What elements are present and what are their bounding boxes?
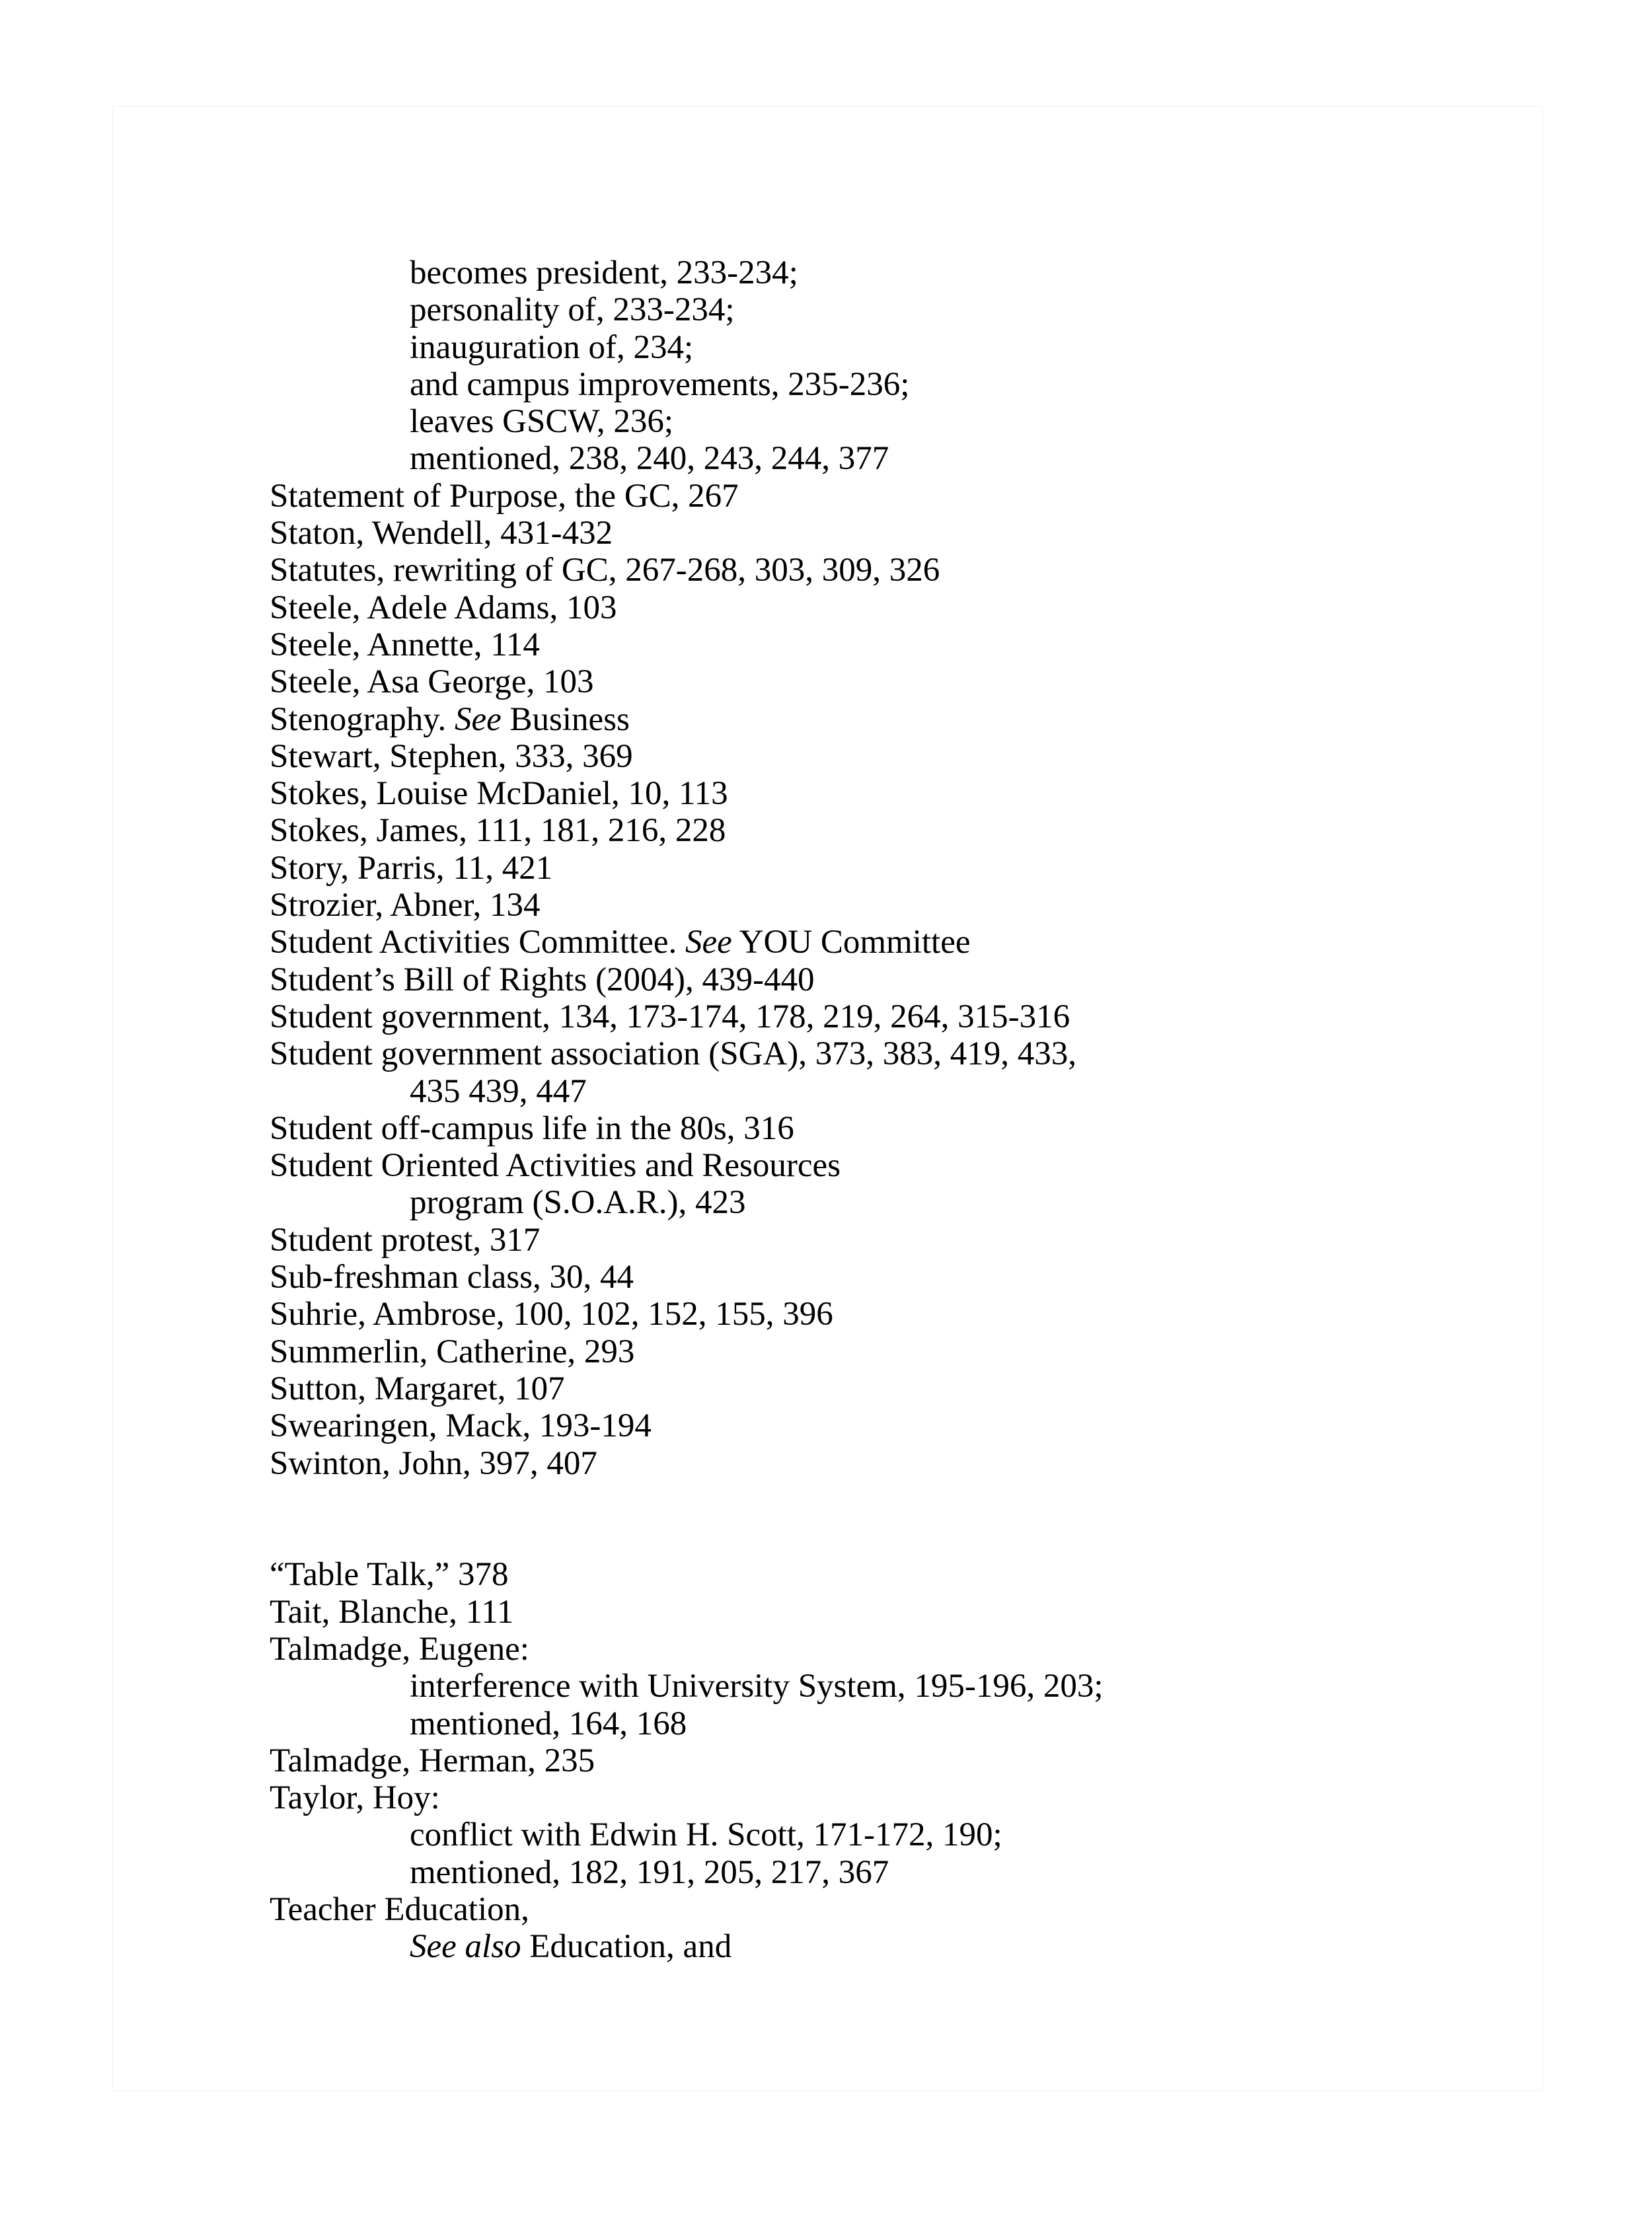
index-entry: Strozier, Abner, 134 xyxy=(270,887,541,924)
index-entry: Sub-freshman class, 30, 44 xyxy=(270,1259,634,1296)
index-subentry: interference with University System, 195-196, 203; xyxy=(410,1668,1104,1705)
index-subentry: mentioned, 182, 191, 205, 217, 367 xyxy=(410,1853,889,1891)
index-entry: Suhrie, Ambrose, 100, 102, 152, 155, 396 xyxy=(270,1296,833,1333)
index-entry: Swearingen, Mack, 193-194 xyxy=(270,1407,652,1445)
index-entry: Student government, 134, 173-174, 178, 219, 264, 315-316 xyxy=(270,998,1070,1035)
index-entry: Statement of Purpose, the GC, 267 xyxy=(270,477,739,515)
index-entry: Staton, Wendell, 431-432 xyxy=(270,515,613,552)
index-entry: Swinton, John, 397, 407 xyxy=(270,1444,597,1482)
index-entry: Student Oriented Activities and Resources xyxy=(270,1147,841,1185)
index-entry: Student off-campus life in the 80s, 316 xyxy=(270,1109,794,1147)
index-entry: Student government association (SGA), 373, 383, 419, 433, xyxy=(270,1035,1077,1073)
index-entry: Taylor, Hoy: xyxy=(270,1779,440,1817)
see-reference: See xyxy=(685,924,732,961)
index-block-s xyxy=(270,254,1525,1482)
index-entry: Steele, Adele Adams, 103 xyxy=(270,589,617,626)
index-entry: Stokes, Louise McDaniel, 10, 113 xyxy=(270,775,728,813)
index-page xyxy=(270,254,1525,1966)
index-entry: Summerlin, Catherine, 293 xyxy=(270,1333,635,1370)
index-entry: Talmadge, Eugene: xyxy=(270,1630,529,1668)
index-subentry: inauguration of, 234; xyxy=(410,328,694,366)
reference-target: Business xyxy=(501,700,630,738)
index-subentry-cross-reference xyxy=(270,1928,1525,1965)
index-block-t xyxy=(270,1556,1525,1965)
index-entry: Story, Parris, 11, 421 xyxy=(270,849,553,887)
index-entry: Student protest, 317 xyxy=(270,1221,541,1259)
index-entry-cross-reference xyxy=(270,701,1525,738)
section-gap xyxy=(270,1482,1525,1557)
index-subentry: becomes president, 233-234; xyxy=(410,254,798,291)
index-entry: Steele, Annette, 114 xyxy=(270,626,540,663)
index-subentry: personality of, 233-234; xyxy=(410,291,735,329)
index-entry: Steele, Asa George, 103 xyxy=(270,663,594,701)
index-entry: Teacher Education, xyxy=(270,1891,529,1929)
index-entry: Tait, Blanche, 111 xyxy=(270,1593,514,1631)
see-also-reference: See also xyxy=(410,1928,521,1966)
index-subentry: mentioned, 164, 168 xyxy=(410,1705,687,1742)
index-entry: Sutton, Margaret, 107 xyxy=(270,1370,565,1407)
reference-target: YOU Committee xyxy=(732,924,971,961)
index-entry: Stewart, Stephen, 333, 369 xyxy=(270,737,633,775)
reference-target: Education, and xyxy=(521,1928,732,1966)
index-entry: Talmadge, Herman, 235 xyxy=(270,1742,595,1779)
index-entry: “Table Talk,” 378 xyxy=(270,1556,509,1594)
index-subentry: leaves GSCW, 236; xyxy=(410,403,674,441)
index-subentry: conflict with Edwin H. Scott, 171-172, 190; xyxy=(410,1816,1002,1854)
index-entry-continuation: program (S.O.A.R.), 423 xyxy=(410,1184,746,1222)
index-entry: Stokes, James, 111, 181, 216, 228 xyxy=(270,812,726,850)
index-entry: Statutes, rewriting of GC, 267-268, 303, 309, 326 xyxy=(270,552,940,589)
index-entry-cross-reference xyxy=(270,924,1525,961)
index-subentry: and campus improvements, 235-236; xyxy=(410,365,910,403)
entry-text: Stenography. xyxy=(270,700,455,738)
entry-text: Student Activities Committee. xyxy=(270,924,685,961)
index-entry: Student’s Bill of Rights (2004), 439-440 xyxy=(270,961,815,998)
index-entry-continuation: 435 439, 447 xyxy=(410,1072,587,1110)
see-reference: See xyxy=(454,700,502,738)
index-subentry: mentioned, 238, 240, 243, 244, 377 xyxy=(410,440,889,478)
